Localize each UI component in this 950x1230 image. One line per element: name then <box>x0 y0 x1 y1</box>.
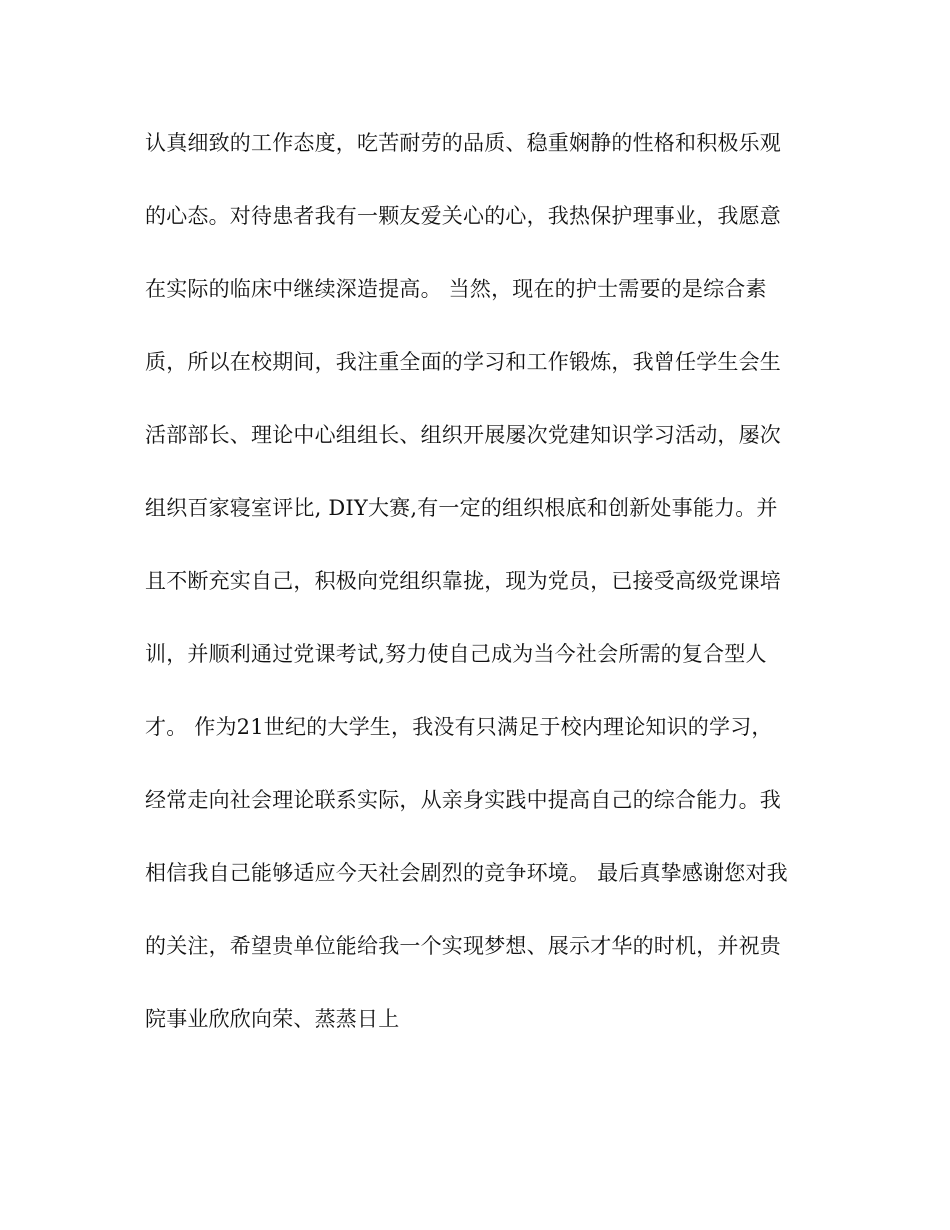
text-line-8: 训，并顺利通过党课考试,努力使自己成为当今社会所需的复合型人 <box>145 642 767 666</box>
text-line-13: 院事业欣欣向荣、蒸蒸日上 <box>145 1007 400 1031</box>
text-line-9: 才。 作为21世纪的大学生，我没有只满足于校内理论知识的学习， <box>145 715 773 739</box>
text-line-6: 组织百家寝室评比, DIY大赛,有一定的组织根底和创新处事能力。并 <box>145 496 778 520</box>
text-line-7: 且不断充实自己，积极向党组织靠拢，现为党员，已接受高级党课培 <box>145 569 781 593</box>
text-line-1: 认真细致的工作态度，吃苦耐劳的品质、稳重娴静的性格和积极乐观 <box>145 131 781 155</box>
text-line-3: 在实际的临床中继续深造提高。 当然，现在的护士需要的是综合素 <box>145 277 767 301</box>
text-line-11: 相信我自己能够适应今天社会剧烈的竞争环境。 最后真挚感谢您对我 <box>145 861 788 885</box>
text-line-10: 经常走向社会理论联系实际，从亲身实践中提高自己的综合能力。我 <box>145 788 781 812</box>
body-text <box>145 123 825 1072</box>
text-line-12: 的关注，希望贵单位能给我一个实现梦想、展示才华的时机，并祝贵 <box>145 934 781 958</box>
text-line-4: 质，所以在校期间，我注重全面的学习和工作锻炼，我曾任学生会生 <box>145 350 781 374</box>
text-line-5: 活部部长、理论中心组组长、组织开展屡次党建知识学习活动，屡次 <box>145 423 781 447</box>
text-line-2: 的心态。对待患者我有一颗友爱关心的心，我热保护理事业，我愿意 <box>145 204 781 228</box>
